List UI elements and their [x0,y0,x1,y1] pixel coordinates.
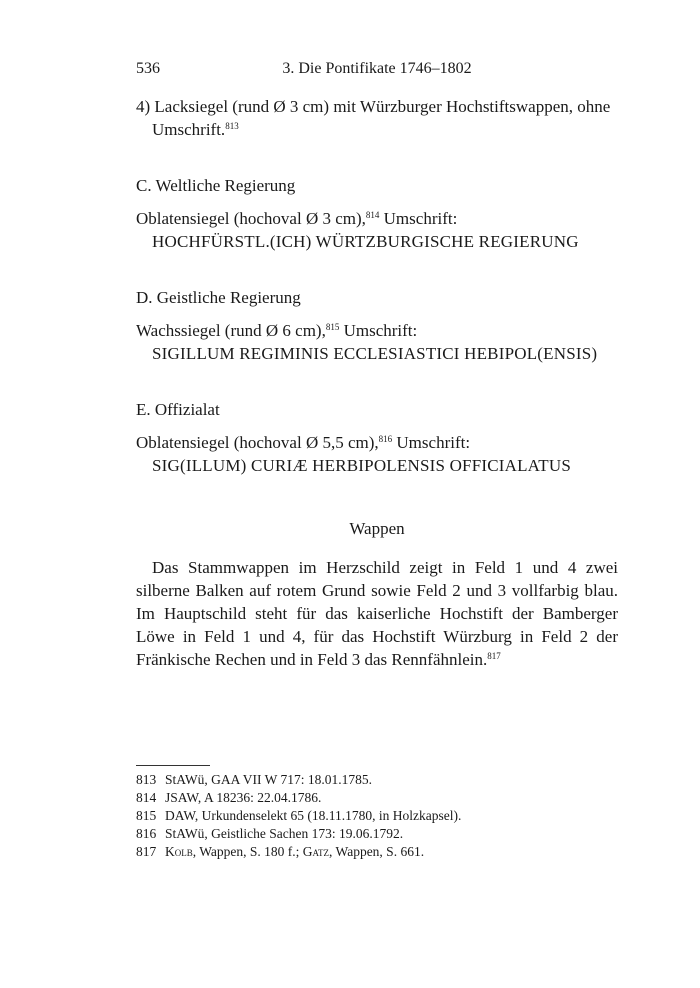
footnote-text-part: , Wappen, S. 180 f.; [192,844,303,859]
section-c-desc-text: Oblatensiegel (hochoval Ø 3 cm), [136,209,366,228]
section-e-description [136,431,618,454]
main-text [136,95,618,671]
section-d-heading: D. Geistliche Regierung [136,288,301,307]
section-e-legend: SIG(ILLUM) CURIÆ HERBIPOLENSIS OFFICIALATUS [152,456,571,475]
footnote-text: StAWü, GAA VII W 717: 18.01.1785. [165,772,373,787]
footnote-text: JSAW, A 18236: 22.04.1786. [165,790,322,805]
section-d-description [136,319,618,342]
wappen-paragraph [136,556,618,671]
section-d-desc-suffix: Umschrift: [339,321,418,340]
section-c-legend: HOCHFÜRSTL.(ICH) WÜRTZBURGISCHE REGIERUNG [152,232,579,251]
section-d-legend: SIGILLUM REGIMINIS ECCLESIASTICI HEBIPOL(ENSIS) [152,344,598,363]
section-c-description [136,207,618,230]
footnote-number: 815 [136,808,157,823]
footnote-ref-817[interactable]: 817 [487,651,501,661]
section-e-desc-text: Oblatensiegel (hochoval Ø 5,5 cm), [136,433,379,452]
footnote-number: 817 [136,844,157,859]
footnotes [136,771,618,861]
footnote [136,843,618,861]
wappen-heading: Wappen [349,519,405,538]
footnote-ref-816[interactable]: 816 [378,434,393,444]
footnote-ref-814[interactable]: 814 [365,210,380,220]
running-title: 3. Die Pontifikate 1746–1802 [282,60,472,77]
footnote-author-kolb: Kolb [165,844,193,859]
seal-item-4-text: 4) Lacksiegel (rund Ø 3 cm) mit Würzburger Hochstiftswappen, ohne Umschrift. [136,97,611,139]
footnote-author-gatz: Gatz [302,844,330,859]
footnote-number: 816 [136,826,157,841]
footnote-ref-813[interactable]: 813 [225,121,239,131]
footnote-text-part: , Wappen, S. 661. [329,844,425,859]
section-c-desc-suffix: Umschrift: [379,209,458,228]
footnote-text: StAWü, Geistliche Sachen 173: 19.06.1792. [165,826,404,841]
footnote [136,771,618,789]
page-number: 536 [136,60,160,77]
section-e-desc-suffix: Umschrift: [392,433,471,452]
wappen-paragraph-text: Das Stammwappen im Herzschild zeigt in Feld 1 und 4 zwei silberne Balken auf rotem Grund sowie Feld 2 und 3 vollfarbig blau. Im Hauptschild steht für das kaiserliche Hochstift der Bamberger Löwe in Feld 1 und 4, für das Hochstift Würzburg in Feld 2 der Fränkische Rechen und in Feld 3 das Rennfähnlein. [136,558,618,669]
section-e-heading: E. Offizialat [136,400,220,419]
footnote-ref-815[interactable]: 815 [325,322,340,332]
footnote [136,807,618,825]
section-c-heading: C. Weltliche Regierung [136,176,296,195]
seal-item-4 [136,95,618,141]
footnote [136,789,618,807]
footnote-divider [136,765,210,766]
footnote-number: 814 [136,790,157,805]
footnote-number: 813 [136,772,157,787]
footnote [136,825,618,843]
section-d-desc-text: Wachssiegel (rund Ø 6 cm), [136,321,326,340]
footnote-text: DAW, Urkundenselekt 65 (18.11.1780, in Holzkapsel). [165,808,462,823]
